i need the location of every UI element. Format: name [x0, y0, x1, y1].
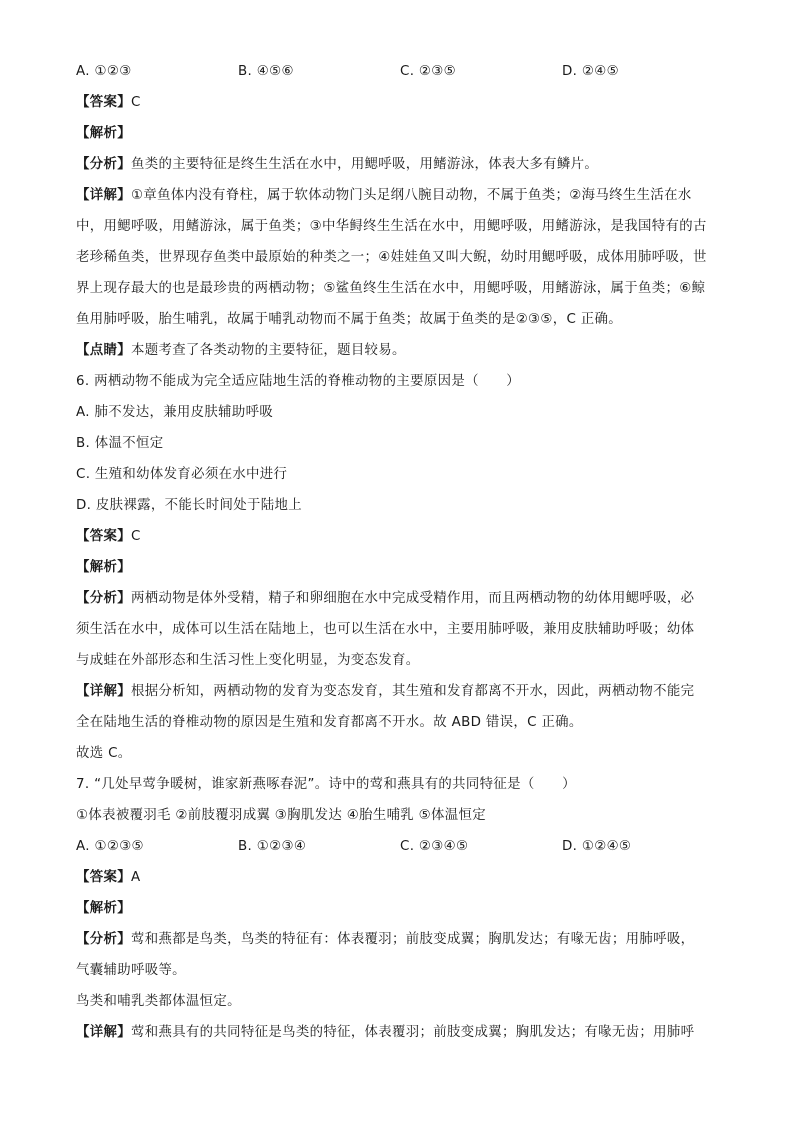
q5-option-b: B. ④⑤⑥ — [238, 64, 294, 79]
fenxi-tag: 【分析】 — [76, 591, 131, 606]
q6-fenxi — [76, 587, 716, 618]
fenxi-text: 莺和燕都是鸟类，鸟类的特征有：体表覆羽；前肢变成翼；胸肌发达；有喙无齿；用肺呼吸， — [130, 932, 695, 947]
q5-xiangjie-line: 老珍稀鱼类，世界现存鱼类中最原始的种类之一；④娃娃鱼又叫大鲵，幼时用鳃呼吸，成体用肺呼吸，世 — [76, 250, 707, 265]
document-page — [76, 60, 716, 1052]
q7-jiexi: 【解析】 — [76, 901, 131, 916]
q6-answer — [76, 525, 716, 556]
fenxi-text: 鱼类的主要特征是终生生活在水中，用鳃呼吸，用鳍游泳，体表大多有鳞片。 — [130, 157, 599, 172]
q6-stem: 6. 两栖动物不能成为完全适应陆地生活的脊椎动物的主要原因是（ ） — [76, 374, 521, 389]
q5-jiexi: 【解析】 — [76, 126, 131, 141]
xiangjie-text: ①章鱼体内没有脊柱，属于软体动物门头足纲八腕目动物，不属于鱼类；②海马终生生活在水 — [130, 188, 692, 203]
q7-answer — [76, 866, 716, 897]
q7-option-a: A. ①②③⑤ — [76, 839, 144, 854]
fenxi-text: 两栖动物是体外受精，精子和卵细胞在水中完成受精作用，而且两栖动物的幼体用鳃呼吸，必 — [130, 591, 695, 606]
q7-options — [76, 835, 716, 866]
q6-xiangjie-line: 全在陆地生活的脊椎动物的原因是生殖和发育都离不开水。故 ABD 错误，C 正确。 — [76, 715, 583, 730]
q6-xiangjie — [76, 680, 716, 711]
fenxi-tag: 【分析】 — [76, 932, 131, 947]
q7-fenxi — [76, 928, 716, 959]
answer-value: C — [130, 95, 141, 110]
q5-xiangjie-line: 鱼用肺呼吸，胎生哺乳，故属于哺乳动物而不属于鱼类；故属于鱼类的是②③⑤，C 正确。 — [76, 312, 623, 327]
q7-fenxi-line: 气囊辅助呼吸等。 — [76, 963, 186, 978]
xiangjie-tag: 【详解】 — [76, 1025, 131, 1040]
xiangjie-text: 根据分析知，两栖动物的发育为变态发育，其生殖和发育都离不开水，因此，两栖动物不能完 — [130, 684, 695, 699]
q7-xiangjie — [76, 1021, 716, 1052]
q5-options — [76, 60, 716, 91]
q6-option-b: B. 体温不恒定 — [76, 436, 164, 451]
xiangjie-tag: 【详解】 — [76, 684, 131, 699]
q7-stem: 7. “几处早莺争暖树，谁家新燕啄春泥”。诗中的莺和燕具有的共同特征是（ ） — [76, 777, 576, 792]
answer-tag: 【答案】 — [76, 529, 131, 544]
dianjing-text: 本题考查了各类动物的主要特征，题目较易。 — [130, 343, 406, 358]
answer-tag: 【答案】 — [76, 95, 131, 110]
q5-option-c: C. ②③⑤ — [400, 64, 456, 79]
q6-jiexi: 【解析】 — [76, 560, 131, 575]
xiangjie-text: 莺和燕具有的共同特征是鸟类的特征，体表覆羽；前肢变成翼；胸肌发达；有喙无齿；用肺呼 — [130, 1025, 695, 1040]
q7-option-c: C. ②③④⑤ — [400, 839, 469, 854]
q6-option-c: C. 生殖和幼体发育必须在水中进行 — [76, 467, 288, 482]
q7-items: ①体表被覆羽毛 ②前肢覆羽成翼 ③胸肌发达 ④胎生哺乳 ⑤体温恒定 — [76, 808, 486, 823]
q7-option-d: D. ①②④⑤ — [562, 839, 632, 854]
q5-answer — [76, 91, 716, 122]
answer-value: C — [130, 529, 141, 544]
q5-option-d: D. ②④⑤ — [562, 64, 619, 79]
answer-tag: 【答案】 — [76, 870, 131, 885]
q5-dianjing — [76, 339, 716, 370]
q6-fenxi-line: 与成蛙在外部形态和生活习性上变化明显，为变态发育。 — [76, 653, 420, 668]
q6-conclusion: 故选 C。 — [76, 746, 132, 761]
q7-extra: 鸟类和哺乳类都体温恒定。 — [76, 994, 241, 1009]
xiangjie-tag: 【详解】 — [76, 188, 131, 203]
q5-xiangjie-line: 中，用鳃呼吸，用鳍游泳，属于鱼类；③中华鲟终生生活在水中，用鳃呼吸，用鳍游泳，是我国特有的古 — [76, 219, 707, 234]
q5-xiangjie-line: 界上现存最大的也是最珍贵的两栖动物；⑤鲨鱼终生生活在水中，用鳃呼吸，用鳍游泳，属于鱼类；⑥鲸 — [76, 281, 706, 296]
dianjing-tag: 【点睛】 — [76, 343, 131, 358]
q6-option-a: A. 肺不发达，兼用皮肤辅助呼吸 — [76, 405, 274, 420]
q6-option-d: D. 皮肤裸露，不能长时间处于陆地上 — [76, 498, 302, 513]
q5-xiangjie — [76, 184, 716, 215]
fenxi-tag: 【分析】 — [76, 157, 131, 172]
q6-fenxi-line: 须生活在水中，成体可以生活在陆地上，也可以生活在水中，主要用肺呼吸，兼用皮肤辅助呼吸；幼体 — [76, 622, 695, 637]
q7-option-b: B. ①②③④ — [238, 839, 307, 854]
q5-fenxi — [76, 153, 716, 184]
answer-value: A — [130, 870, 141, 885]
q5-option-a: A. ①②③ — [76, 64, 132, 79]
